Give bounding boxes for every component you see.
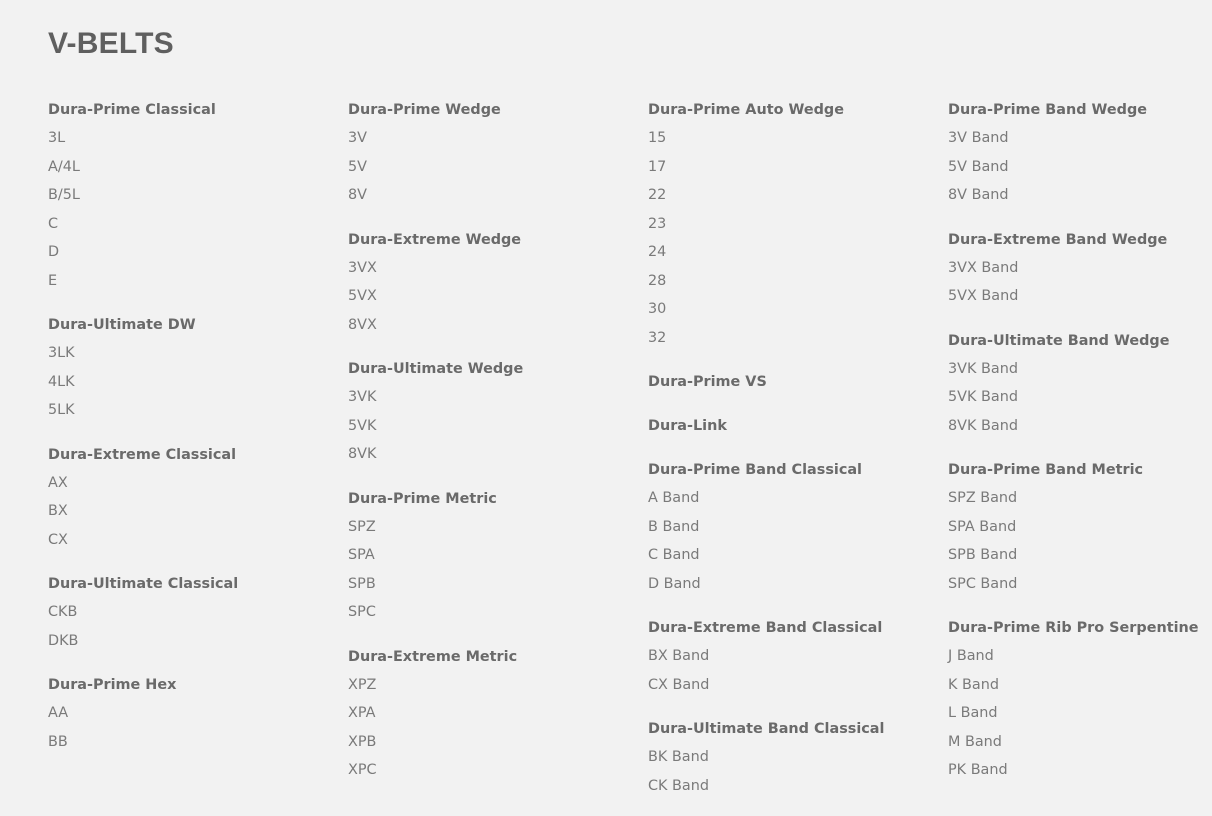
- group-item-list: [948, 254, 1212, 311]
- product-group-dura-extreme-wedge: [348, 226, 648, 340]
- product-link-spz-band[interactable]: SPZ Band: [948, 490, 1018, 506]
- product-link-ax[interactable]: AX: [48, 474, 68, 491]
- product-column-1: [48, 96, 348, 816]
- product-link-bx[interactable]: BX: [48, 503, 68, 519]
- group-item-list: [948, 642, 1212, 785]
- product-link-bb[interactable]: BB: [48, 733, 68, 750]
- group-title-link[interactable]: Dura-Prime VS: [648, 374, 767, 390]
- product-link-22[interactable]: 22: [648, 187, 667, 203]
- product-group-dura-extreme-band-classical: [648, 614, 948, 699]
- product-link-5lk[interactable]: 5LK: [48, 402, 75, 418]
- product-link-8vk[interactable]: 8VK: [348, 446, 377, 462]
- product-link-cx-band[interactable]: CX Band: [648, 676, 710, 693]
- group-item-list: [648, 642, 948, 699]
- product-link-a-band[interactable]: A Band: [648, 490, 700, 506]
- group-item-list: [48, 339, 348, 425]
- product-link-8v-band[interactable]: 8V Band: [948, 187, 1009, 203]
- group-title-link[interactable]: Dura-Ultimate Wedge: [348, 361, 524, 377]
- product-link-j-band[interactable]: J Band: [948, 648, 994, 664]
- product-link-m-band[interactable]: M Band: [948, 733, 1002, 750]
- product-group-dura-prime-rib-pro-serpentine: [948, 614, 1212, 785]
- product-link-ckb[interactable]: CKB: [48, 604, 78, 620]
- group-title-link[interactable]: Dura-Prime Auto Wedge: [648, 102, 844, 118]
- product-column-3: [648, 96, 948, 816]
- group-item-list: [348, 513, 648, 627]
- product-link-3vk[interactable]: 3VK: [348, 389, 377, 405]
- group-item-list: [948, 355, 1212, 441]
- group-title-link[interactable]: Dura-Extreme Band Wedge: [948, 231, 1168, 248]
- product-group-dura-extreme-metric: [348, 643, 648, 785]
- product-group-dura-ultimate-classical: [48, 570, 348, 655]
- product-link-3vx-band[interactable]: 3VX Band: [948, 259, 1019, 276]
- product-link-5vk[interactable]: 5VK: [348, 417, 377, 434]
- product-link-dkb[interactable]: DKB: [48, 632, 79, 649]
- product-link-5vx-band[interactable]: 5VX Band: [948, 288, 1019, 304]
- product-link-spa[interactable]: SPA: [348, 547, 375, 563]
- group-item-list: [348, 254, 648, 340]
- group-title-link[interactable]: Dura-Link: [648, 418, 727, 434]
- product-group-dura-link: [648, 412, 948, 440]
- group-title-link[interactable]: Dura-Ultimate Classical: [48, 576, 239, 592]
- product-columns: [48, 96, 1212, 816]
- product-link-spc[interactable]: SPC: [348, 604, 376, 620]
- product-group-dura-prime-classical: [48, 96, 348, 295]
- group-title-link[interactable]: Dura-Prime Rib Pro Serpentine: [948, 620, 1199, 636]
- product-group-dura-ultimate-band-wedge: [948, 327, 1212, 441]
- product-group-dura-prime-vs: [648, 368, 948, 396]
- product-link-3l[interactable]: 3L: [48, 130, 66, 146]
- product-link-c-band[interactable]: C Band: [648, 547, 700, 563]
- group-title-link[interactable]: Dura-Prime Band Classical: [648, 462, 862, 478]
- group-item-list: [648, 124, 948, 352]
- product-link-8vx[interactable]: 8VX: [348, 316, 377, 333]
- group-title-link[interactable]: Dura-Prime Band Wedge: [948, 102, 1148, 118]
- product-group-dura-ultimate-band-classical: [648, 715, 948, 800]
- group-item-list: [48, 124, 348, 295]
- product-group-dura-prime-band-metric: [948, 456, 1212, 598]
- product-link-bk-band[interactable]: BK Band: [648, 749, 709, 765]
- group-item-list: [648, 743, 948, 800]
- product-link-15[interactable]: 15: [648, 130, 667, 146]
- group-item-list: [48, 699, 348, 756]
- product-link-3v[interactable]: 3V: [348, 130, 368, 146]
- product-group-dura-prime-band-classical: [648, 456, 948, 598]
- product-link-cx[interactable]: CX: [48, 531, 68, 548]
- product-link-ck-band[interactable]: CK Band: [648, 777, 710, 794]
- group-title-link[interactable]: Dura-Extreme Metric: [348, 648, 518, 665]
- product-link-b-band[interactable]: B Band: [648, 518, 700, 535]
- product-link-spb-band[interactable]: SPB Band: [948, 547, 1018, 563]
- product-link-3v-band[interactable]: 3V Band: [948, 130, 1009, 146]
- group-item-list: [948, 124, 1212, 210]
- group-title-link[interactable]: Dura-Ultimate Band Wedge: [948, 332, 1170, 349]
- product-link-24[interactable]: 24: [648, 244, 667, 260]
- group-title-link[interactable]: Dura-Extreme Wedge: [348, 231, 522, 248]
- group-title-link[interactable]: Dura-Prime Hex: [48, 677, 177, 693]
- product-link-xpz[interactable]: XPZ: [348, 676, 377, 693]
- group-title-link[interactable]: Dura-Extreme Classical: [48, 446, 237, 463]
- product-link-l-band[interactable]: L Band: [948, 705, 998, 721]
- group-item-list: [348, 124, 648, 210]
- group-title-link[interactable]: Dura-Extreme Band Classical: [648, 620, 883, 636]
- page-title: V-BELTS: [48, 27, 174, 60]
- product-group-dura-prime-auto-wedge: [648, 96, 948, 352]
- product-link-k-band[interactable]: K Band: [948, 676, 999, 693]
- product-column-2: [348, 96, 648, 816]
- product-link-3vk-band[interactable]: 3VK Band: [948, 360, 1018, 377]
- group-item-list: [348, 383, 648, 469]
- product-link-5vk-band[interactable]: 5VK Band: [948, 389, 1018, 405]
- product-column-4: [948, 96, 1212, 816]
- product-group-dura-extreme-classical: [48, 441, 348, 555]
- product-link-23[interactable]: 23: [648, 215, 667, 232]
- product-link-spb[interactable]: SPB: [348, 575, 376, 592]
- product-group-dura-prime-hex: [48, 671, 348, 756]
- product-link-c[interactable]: C: [48, 215, 59, 232]
- product-link-xpa[interactable]: XPA: [348, 705, 376, 721]
- product-link-a-4l[interactable]: A/4L: [48, 158, 80, 175]
- product-link-3vx[interactable]: 3VX: [348, 259, 377, 276]
- product-link-xpb[interactable]: XPB: [348, 733, 377, 750]
- group-item-list: [348, 671, 648, 785]
- group-title-link[interactable]: Dura-Ultimate DW: [48, 317, 196, 333]
- product-link-pk-band[interactable]: PK Band: [948, 762, 1008, 778]
- product-link-32[interactable]: 32: [648, 329, 667, 346]
- product-group-dura-ultimate-dw: [48, 311, 348, 425]
- product-link-8vk-band[interactable]: 8VK Band: [948, 417, 1018, 434]
- product-link-xpc[interactable]: XPC: [348, 762, 377, 778]
- product-link-28[interactable]: 28: [648, 272, 667, 289]
- product-link-spa-band[interactable]: SPA Band: [948, 518, 1017, 535]
- product-link-17[interactable]: 17: [648, 158, 667, 175]
- product-group-dura-prime-wedge: [348, 96, 648, 210]
- group-title-link[interactable]: Dura-Prime Band Metric: [948, 462, 1144, 478]
- product-group-dura-ultimate-wedge: [348, 355, 648, 469]
- product-link-3lk[interactable]: 3LK: [48, 345, 75, 361]
- group-item-list: [48, 598, 348, 655]
- product-link-30[interactable]: 30: [648, 301, 667, 317]
- group-title-link[interactable]: Dura-Prime Wedge: [348, 102, 501, 118]
- product-link-5vx[interactable]: 5VX: [348, 288, 377, 304]
- product-link-spz[interactable]: SPZ: [348, 518, 376, 535]
- product-link-8v[interactable]: 8V: [348, 187, 368, 203]
- product-link-aa[interactable]: AA: [48, 705, 69, 721]
- product-link-b-5l[interactable]: B/5L: [48, 187, 80, 203]
- product-link-4lk[interactable]: 4LK: [48, 373, 75, 390]
- product-link-5v-band[interactable]: 5V Band: [948, 158, 1009, 175]
- group-item-list: [48, 469, 348, 555]
- product-link-d[interactable]: D: [48, 244, 60, 260]
- product-link-spc-band[interactable]: SPC Band: [948, 575, 1018, 592]
- product-link-5v[interactable]: 5V: [348, 158, 368, 175]
- group-item-list: [948, 484, 1212, 598]
- group-item-list: [648, 484, 948, 598]
- product-group-dura-prime-band-wedge: [948, 96, 1212, 210]
- product-group-dura-prime-metric: [348, 485, 648, 627]
- product-link-bx-band[interactable]: BX Band: [648, 648, 710, 664]
- group-title-link[interactable]: Dura-Prime Classical: [48, 102, 216, 118]
- product-group-dura-extreme-band-wedge: [948, 226, 1212, 311]
- group-title-link[interactable]: Dura-Ultimate Band Classical: [648, 721, 885, 737]
- product-link-e[interactable]: E: [48, 272, 58, 289]
- product-link-d-band[interactable]: D Band: [648, 575, 701, 592]
- group-title-link[interactable]: Dura-Prime Metric: [348, 490, 497, 507]
